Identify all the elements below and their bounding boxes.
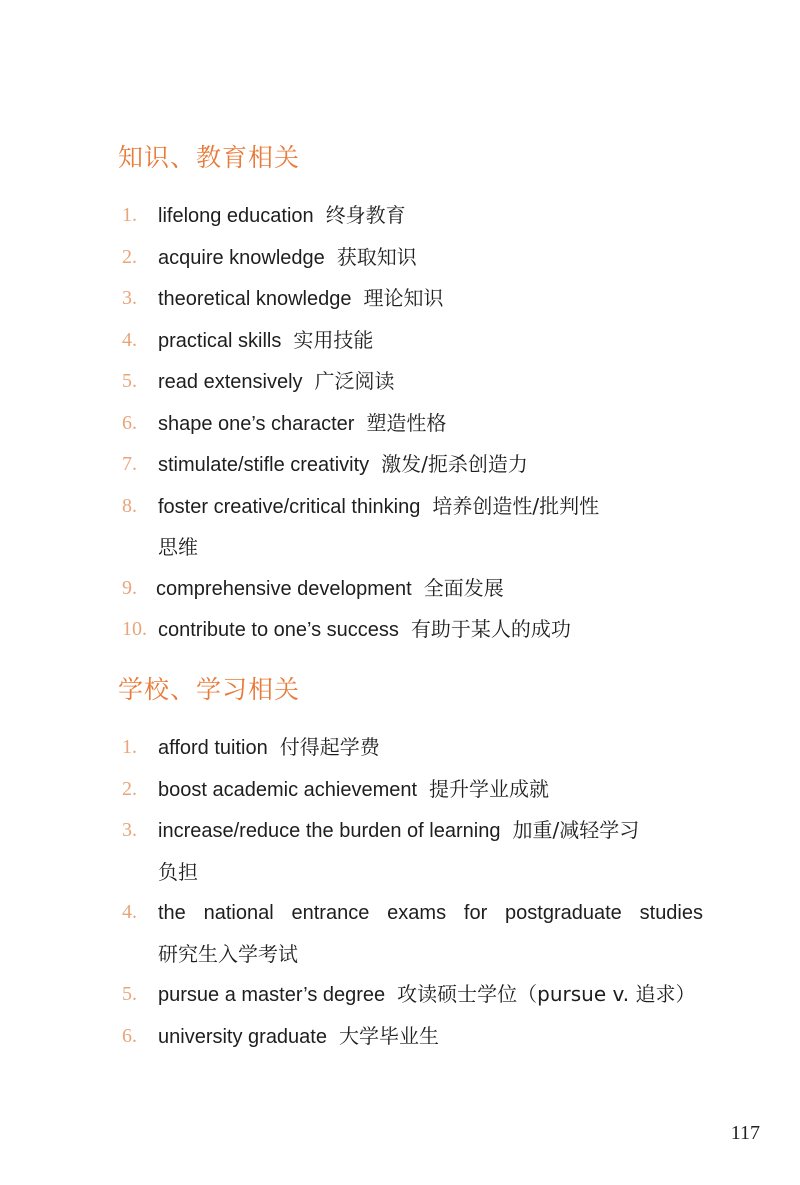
english-phrase: shape one’s character [158,412,355,435]
chinese-translation: 研究生入学考试 [158,941,298,966]
chinese-translation: 终身教育 [325,203,406,227]
section-title-knowledge-education: 知识、教育相关 [118,143,301,172]
item-number: 3. [122,819,137,841]
list-item [118,727,718,769]
english-phrase: comprehensive development [156,577,412,600]
chinese-translation: 实用技能 [293,327,374,352]
chinese-translation: 塑造性格 [366,410,447,435]
item-number: 5. [122,370,137,392]
list-item [118,609,718,651]
chinese-translation: 攻读硕士学位（pursue v. 追求） [397,982,696,1006]
list-item [118,195,718,237]
english-phrase: the national entrance exams for postgraduate studies [158,902,703,924]
english-phrase: practical skills [158,329,282,352]
item-number: 7. [122,453,137,475]
list-item [118,892,718,974]
item-number: 1. [122,736,137,758]
list-item [118,444,718,486]
chinese-translation: 大学毕业生 [338,1023,439,1048]
list-item [118,403,718,445]
chinese-translation: 加重/减轻学习 [512,818,640,842]
item-number: 6. [122,1024,137,1047]
list-item [118,974,718,1016]
english-phrase: increase/reduce the burden of learning [158,820,501,842]
list-item [118,320,718,362]
chinese-translation-continued: 思维 [158,535,198,559]
chinese-translation-continued: 负担 [158,859,198,884]
item-number: 10. [122,618,147,640]
english-phrase: theoretical knowledge [158,288,352,310]
english-phrase: contribute to one’s success [158,619,399,641]
chinese-translation: 付得起学费 [279,735,380,759]
list-item [118,568,718,610]
item-number: 9. [122,576,137,599]
list-item [118,361,718,403]
item-number: 2. [122,777,137,800]
english-phrase: read extensively [158,371,303,393]
item-number: 2. [122,245,137,268]
item-number: 8. [122,494,137,517]
chinese-translation: 理论知识 [363,286,444,310]
section-title-school-study: 学校、学习相关 [118,675,301,704]
english-phrase: acquire knowledge [158,246,325,269]
vocabulary-list-knowledge-education [118,195,718,651]
list-item [118,486,718,568]
page-number: 117 [730,1122,760,1144]
chinese-translation: 培养创造性/批判性 [432,493,600,518]
item-number: 1. [122,204,137,226]
chinese-translation: 获取知识 [336,244,417,269]
english-phrase: pursue a master’s degree [158,984,386,1006]
english-phrase: foster creative/critical thinking [158,495,421,518]
list-item [118,1016,718,1058]
english-phrase: lifelong education [158,205,314,227]
chinese-translation: 广泛阅读 [314,369,395,393]
item-number: 5. [122,983,137,1005]
item-number: 3. [122,287,137,309]
english-phrase: afford tuition [158,737,268,759]
english-phrase: stimulate/stifle creativity [158,454,370,476]
list-item [118,237,718,279]
list-item [118,278,718,320]
chinese-translation: 提升学业成就 [429,776,550,801]
chinese-translation: 激发/扼杀创造力 [381,452,528,476]
item-number: 4. [122,328,137,351]
english-phrase: boost academic achievement [158,778,418,801]
list-item [118,769,718,811]
english-phrase: university graduate [158,1025,327,1048]
vocabulary-list-school-study [118,727,718,1057]
item-number: 6. [122,411,137,434]
chinese-translation: 全面发展 [423,575,504,600]
item-number: 4. [122,901,137,923]
list-item [118,810,718,892]
chinese-translation: 有助于某人的成功 [410,617,571,641]
